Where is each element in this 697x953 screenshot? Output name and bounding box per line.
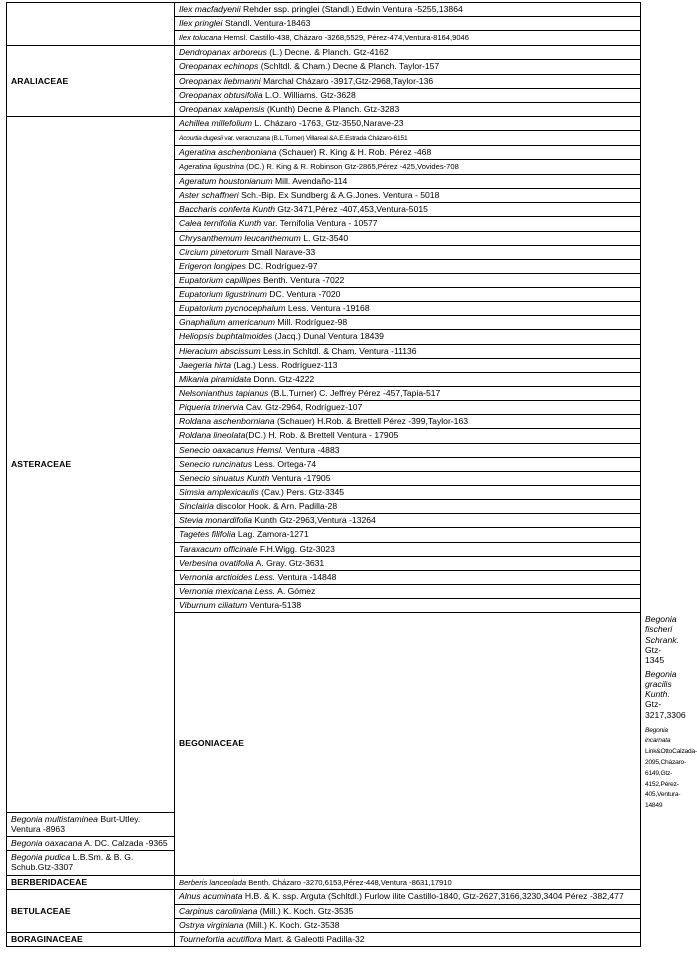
species-entry-cell: [175, 31, 641, 46]
species-scientific-name: Ageratina ligustrina: [179, 161, 245, 171]
species-entry-cell: [175, 471, 641, 485]
species-scientific-name: Roldana lineolata: [179, 430, 246, 441]
species-entry-cell: [175, 145, 641, 159]
species-author-collection: L. Cházaro -1763, Gtz-3550,Narave-23: [252, 117, 404, 128]
species-author-collection: Link&OttoCalzada-2095,Cházaro-6149,Gtz-4152,Pérez-405,Ventura-14849: [645, 748, 697, 810]
species-author-collection: Hemsl. Castillo-438, Cházaro -3268,5529, Pérez-474,Ventura-8164,9046: [221, 33, 470, 43]
species-scientific-name: Ageratum houstonianum: [179, 175, 273, 186]
species-entry-cell: [175, 159, 641, 174]
species-scientific-name: Begonia gracilis Kunth.: [645, 669, 677, 700]
species-scientific-name: Carpinus caroliniana: [179, 905, 258, 916]
species-entry-cell: [175, 245, 641, 259]
species-author-collection: F.H.Wigg. Gtz-3023: [257, 543, 335, 554]
species-scientific-name: Begonia fischeri Schrank.: [645, 614, 679, 645]
species-scientific-name: Dendropanax arboreus: [179, 47, 267, 58]
species-author-collection: Gtz-3471,Pérez -407,453,Ventura-5015: [275, 204, 428, 215]
species-entry-cell: [175, 116, 641, 130]
species-scientific-name: Stevia monardifolia: [179, 515, 253, 526]
species-scientific-name: Senecio oaxacanus Hemsl.: [179, 444, 284, 455]
species-scientific-name: Senecio runcinatus: [179, 458, 253, 469]
species-entry-cell: [175, 387, 641, 401]
species-entry-cell: [175, 131, 641, 146]
species-entry-cell: [175, 203, 641, 217]
species-author-collection: (Mill.) K. Koch. Gtz-3535: [257, 905, 354, 916]
species-author-collection: Small Narave-33: [248, 246, 316, 257]
species-entry-cell: [175, 259, 641, 273]
species-scientific-name: Chrysanthemum leucanthemum: [179, 232, 301, 243]
species-scientific-name: Verbesina ovatifolia: [179, 557, 254, 568]
species-entry-cell: [175, 344, 641, 358]
family-name-cell: ARALIACEAE: [7, 46, 175, 117]
species-author-collection: Less. Ortega-74: [252, 458, 317, 469]
species-scientific-name: Heliopsis buphtalmoides: [179, 331, 273, 342]
species-scientific-name: Oreopanax echinops: [179, 61, 259, 72]
species-entry-cell: [175, 443, 641, 457]
species-scientific-name: Piqueria trinervia: [179, 402, 244, 413]
table-row: [7, 46, 641, 60]
table-row: [7, 890, 641, 904]
species-author-collection: Marchal Cházaro -3917,Gtz-2968,Taylor-136: [260, 75, 434, 86]
species-author-collection: H.B. & K. ssp. Arguta (Schltdl.) Furlow ilite Castillo-1840, Gtz-2627,3166,3230,3404 Pérez -382,477: [242, 891, 624, 902]
species-scientific-name: Baccharis conferta Kunth: [179, 204, 276, 215]
species-scientific-name: Eupatorium pycnocephalum: [179, 303, 286, 314]
family-name-cell: BORAGINACEAE: [7, 932, 175, 946]
table-row: [7, 875, 641, 890]
species-entry-cell: [175, 316, 641, 330]
species-author-collection: Less.in Schltdl. & Cham. Ventura -11136: [260, 345, 417, 356]
species-scientific-name: Taraxacum officinale: [179, 543, 258, 554]
species-entry-cell: [175, 415, 641, 429]
species-entry-cell: [175, 514, 641, 528]
species-author-collection: (Mill.) K. Koch. Gtz-3538: [243, 919, 340, 930]
species-author-collection: A. Gómez: [275, 586, 316, 597]
species-author-collection: (Lag.) Less. Rodríguez-113: [231, 359, 338, 370]
species-entry-cell: [175, 500, 641, 514]
species-entry-cell: [175, 273, 641, 287]
table-row: [7, 116, 641, 130]
species-entry-cell: [175, 918, 641, 932]
species-author-collection: (B.L.Turner) C. Jeffrey Pérez -457,Tapia-517: [268, 388, 441, 399]
species-scientific-name: Tagetes filifolia: [179, 529, 236, 540]
species-scientific-name: Alnus acuminata: [179, 891, 243, 902]
species-entry-cell: [175, 556, 641, 570]
species-author-collection: Gtz-3217,3306: [645, 699, 686, 720]
species-entry-cell: [175, 17, 641, 31]
species-author-collection: (Kunth) Decne & Planch. Gtz-3283: [264, 103, 400, 114]
species-author-collection: Cav. Gtz-2964, Rodríguez-107: [243, 402, 363, 413]
species-scientific-name: Vernonia mexicana Less.: [179, 586, 276, 597]
species-entry-cell: [175, 288, 641, 302]
species-entry-cell: [175, 372, 641, 386]
species-author-collection: Benth. Ventura -7022: [260, 274, 345, 285]
species-entry-cell: [175, 890, 641, 904]
species-scientific-name: Oreopanax obtusifolia: [179, 89, 263, 100]
species-scientific-name: Ageratina aschenboniana: [179, 146, 277, 157]
species-author-collection: Ventura-5138: [247, 600, 302, 611]
species-author-collection: discolor Hook. & Arn. Padilla-28: [213, 501, 338, 512]
species-scientific-name: Aster schaffneri: [179, 190, 239, 201]
species-entry-cell: [175, 401, 641, 415]
species-scientific-name: Hieracium abscissum: [179, 345, 261, 356]
species-entry-cell: [175, 875, 641, 890]
species-entry-cell: [175, 88, 641, 102]
species-author-collection: L. Gtz-3540: [300, 232, 349, 243]
species-entry-cell: [175, 429, 641, 443]
species-scientific-name: Achillea millefolium: [179, 117, 253, 128]
species-author-collection: (DC.) R. King & R. Robinson Gtz-2865,Pérez -425,Vovides-708: [244, 161, 459, 171]
family-name-cell: [7, 3, 175, 46]
species-scientific-name: Ilex macfadyenii: [179, 4, 241, 14]
species-author-collection: L.O. Williams. Gtz-3628: [262, 89, 356, 100]
species-author-collection: Less. Ventura -19168: [285, 303, 370, 314]
species-author-collection: Standl. Ventura-18463: [222, 18, 311, 29]
species-scientific-name: Begonia pudica: [11, 852, 71, 863]
species-author-collection: (Schauer) R. King & H. Rob. Pérez -468: [276, 146, 432, 157]
species-scientific-name: Ilex pringlei: [179, 18, 223, 29]
species-scientific-name: Circium pinetorum: [179, 246, 249, 257]
species-scientific-name: Vernonia arctioides Less.: [179, 571, 276, 582]
species-author-collection: (L.) Decne. & Planch. Gtz-4162: [266, 47, 389, 58]
species-author-collection: Donn. Gtz-4222: [251, 373, 315, 384]
family-name-cell: BERBERIDACEAE: [7, 875, 175, 890]
species-author-collection: L.B.Sm. & B. G. Schub.Gtz-3307: [11, 852, 134, 873]
species-entry-cell: [175, 528, 641, 542]
species-entry-cell: [175, 358, 641, 372]
species-scientific-name: Oreopanax xalapensis: [179, 103, 265, 114]
species-scientific-name: Begonia incarnata: [645, 726, 671, 745]
species-entry-cell: [175, 189, 641, 203]
species-scientific-name: Mikania piramidata: [179, 373, 252, 384]
species-scientific-name: Senecio sinuatus Kunth: [179, 472, 270, 483]
species-entry-cell: [175, 330, 641, 344]
species-author-collection: Lag. Zamora-1271: [235, 529, 309, 540]
species-scientific-name: Begonia multistaminea: [11, 813, 98, 824]
species-scientific-name: Sinclairia: [179, 501, 214, 512]
species-scientific-name: Begonia oaxacana: [11, 838, 83, 849]
species-author-collection: Ventura -14848: [275, 571, 337, 582]
species-entry-cell: [175, 585, 641, 599]
table-row: [7, 932, 641, 946]
species-author-collection: var. Ternifolia Ventura - 10577: [261, 218, 378, 229]
species-entry-cell: [175, 74, 641, 88]
species-author-collection: Mill. Rodríguez-98: [275, 317, 348, 328]
species-author-collection: A. DC. Calzada -9365: [82, 838, 168, 849]
species-author-collection: Gtz-1345: [645, 644, 665, 665]
species-author-collection: Benth. Cházaro -3270,6153,Pérez-448,Ventura -8631,17910: [246, 877, 452, 887]
species-author-collection: Ventura -4883: [283, 444, 340, 455]
family-name-cell: BEGONIACEAE: [175, 613, 641, 875]
species-scientific-name: Viburnum ciliatum: [179, 600, 248, 611]
species-scientific-name: Ostrya virginiana: [179, 919, 244, 930]
species-author-collection: Ventura -17905: [269, 472, 331, 483]
species-author-collection: Sch.-Bip. Ex Sundberg & A.G.Jones. Ventura - 5018: [238, 190, 440, 201]
species-scientific-name: Jaegeria hirta: [179, 359, 232, 370]
species-author-collection: A. Gray. Gtz-3631: [253, 557, 325, 568]
species-author-collection: (DC.) H. Rob. & Brettell Ventura - 17905: [245, 430, 399, 441]
species-author-collection: DC. Ventura -7020: [266, 289, 341, 300]
species-entry-cell: [7, 837, 175, 851]
species-scientific-name: Ilex tolucana: [179, 33, 222, 43]
table-body: [7, 3, 697, 947]
species-author-collection: Kunth Gtz-2963,Ventura -13264: [252, 515, 376, 526]
species-author-collection: Mart. & Galeotti Padilla-32: [261, 933, 365, 944]
species-scientific-name: Berberis lanceolada: [179, 877, 247, 887]
species-author-collection: (Schltdl. & Cham.) Decne & Planch. Taylor-157: [258, 61, 440, 72]
species-entry-cell: [175, 46, 641, 60]
species-entry-cell: [175, 932, 641, 946]
species-scientific-name: Roldana aschenborniana: [179, 416, 275, 427]
species-entry-cell: [175, 457, 641, 471]
species-scientific-name: Nelsonianthus tapianus: [179, 388, 269, 399]
species-entry-cell: [175, 904, 641, 918]
species-scientific-name: Eupatorium ligustrinum: [179, 289, 267, 300]
species-scientific-name: Eupatorium capillipes: [179, 274, 261, 285]
species-scientific-name: Erigeron longipes: [179, 260, 246, 271]
species-scientific-name: Acourtia dugesii: [179, 135, 223, 143]
species-author-collection: var. veracruzana (B.L.Turner) Villareal &A.E.Estrada Cházaro-6151: [222, 135, 408, 143]
family-name-cell: ASTERACEAE: [7, 116, 175, 812]
species-entry-cell: [175, 302, 641, 316]
species-entry-cell: [175, 174, 641, 188]
species-entry-cell: [175, 570, 641, 584]
species-author-collection: (Jacq.) Dunal Ventura 18439: [272, 331, 384, 342]
family-name-cell: BETULACEAE: [7, 890, 175, 932]
species-entry-cell: [7, 851, 175, 875]
species-scientific-name: Oreopanax liebmanni: [179, 75, 261, 86]
species-author-collection: Rehder ssp. pringlei (Standl.) Edwin Ventura -5255,13864: [240, 4, 463, 14]
species-entry-cell: [175, 599, 641, 613]
species-scientific-name: Tournefortia acutiflora: [179, 933, 262, 944]
table-row: [7, 3, 641, 17]
species-scientific-name: Gnaphalium americanum: [179, 317, 276, 328]
species-entry-cell: [175, 486, 641, 500]
species-author-collection: (Schauer) H.Rob. & Brettell Pérez -399,Taylor-163: [274, 416, 469, 427]
species-checklist-table: [6, 2, 697, 947]
species-entry-cell: [175, 3, 641, 17]
species-entry-cell: [175, 542, 641, 556]
species-entry-cell: [175, 102, 641, 116]
species-scientific-name: Simsia amplexicaulis: [179, 487, 259, 498]
species-entry-cell: [7, 812, 175, 836]
species-author-collection: DC. Rodríguez-97: [245, 260, 318, 271]
species-author-collection: (Cav.) Pers. Gtz-3345: [258, 487, 345, 498]
species-entry-cell: [175, 60, 641, 74]
species-scientific-name: Calea ternifolia Kunth: [179, 218, 262, 229]
species-author-collection: Mill. Avendaño-114: [272, 175, 348, 186]
species-entry-cell: [175, 217, 641, 231]
species-entry-cell: [175, 231, 641, 245]
species-author-collection: Burt-Utley. Ventura -8963: [11, 813, 141, 834]
